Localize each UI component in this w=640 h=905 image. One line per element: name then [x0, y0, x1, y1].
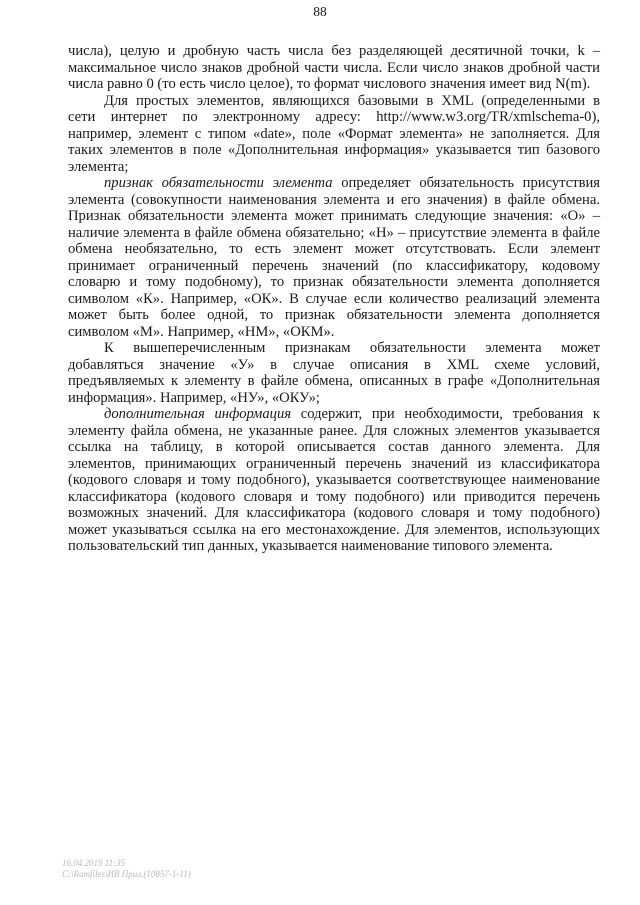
text-line-content: таких элементов в поле «Дополнительная информация» указывается тип базового	[68, 142, 600, 158]
text-line-content: информация». Например, «НУ», «ОКУ»;	[68, 389, 320, 406]
text-line	[68, 340, 600, 357]
text-line	[68, 472, 600, 489]
text-line	[68, 93, 600, 110]
text-line	[68, 456, 600, 473]
text-line-content: числа), целую и дробную часть числа без разделяющей десятичной точки, k –	[68, 43, 600, 59]
text-line-content: обмена необязательно, то есть элемент может отсутствовать. Если элемент	[68, 241, 600, 257]
text-line	[68, 126, 600, 143]
text-line-content: добавляться значение «У» в случае описания в XML схеме условий,	[68, 356, 600, 373]
text-line	[68, 60, 600, 77]
text-line-content: К вышеперечисленным признакам обязательности элемента может	[104, 340, 600, 356]
print-stamp-path: С:\Ramfiles\ИВ Прил.(10857-1-11)	[62, 869, 191, 879]
text-line	[68, 274, 600, 291]
text-line	[68, 175, 600, 192]
text-line	[68, 291, 600, 308]
text-line-content: элементу файла обмена, не указанные ранее. Для сложных элементов указывается	[68, 422, 600, 439]
text-line-content: пользовательский тип данных, указывается наименование типового элемента.	[68, 538, 553, 554]
text-line	[68, 43, 600, 60]
text-line	[68, 307, 600, 324]
text-line-content: символом «М». Например, «НМ», «ОКМ».	[68, 323, 335, 340]
term-italic: дополнительная информация	[104, 406, 292, 422]
text-line	[68, 390, 600, 407]
text-line	[68, 192, 600, 209]
text-line-content: наличие элемента в файле обмена обязательно; «Н» – присутствие элемента в файле	[68, 224, 600, 241]
text-line-content: классификатора (кодового словаря и тому подобного) или приводится перечень	[68, 488, 600, 505]
print-stamp-date: 16.04.2019 11:35	[62, 858, 126, 868]
text-line	[68, 439, 600, 456]
text-line-content: числа равно 0 (то есть число целое), то формат числового значения имеет вид N(m).	[68, 76, 591, 92]
text-line-content: содержит, при необходимости, требования к	[291, 406, 600, 422]
text-line-content: предъявляемых к элементу в файле обмена, описанных в графе «Дополнительная	[68, 373, 600, 389]
text-line	[68, 489, 600, 506]
text-line	[68, 423, 600, 440]
text-line-content: возможных значений. Для классификатора (кодового словаря и тому подобного)	[68, 505, 600, 521]
text-line-content: сети интернет по электронному адресу: http://www.w3.org/TR/xmlschema-0),	[68, 109, 600, 125]
body-text	[68, 43, 600, 555]
text-line	[68, 538, 600, 555]
text-line-content: словарю и тому подобному), то признак обязательности элемента дополняется	[68, 274, 600, 290]
text-line	[68, 142, 600, 159]
text-line-content: элемента (совокупности наименования элемента и его значения) в файле обмена.	[68, 191, 600, 208]
text-line-content: элементов, принимающих ограниченный перечень значений из классификатора	[68, 455, 600, 472]
text-line	[68, 225, 600, 242]
text-line	[68, 357, 600, 374]
text-line-content: принимает ограниченный перечень значений (по классификатору, кодовому	[68, 257, 600, 274]
text-line-content: элемента;	[68, 158, 129, 175]
text-line-content: может быть более одной, то признак обязательности элемента дополняется	[68, 307, 600, 323]
text-line	[68, 522, 600, 539]
text-line-content: Признак обязательности элемента может принимать следующие значения: «О» –	[68, 208, 600, 224]
text-line-content: Для простых элементов, являющихся базовыми в XML (определенными в	[104, 92, 600, 109]
text-line-content: например, элемент с типом «date», поле «Формат элемента» не заполняется. Для	[68, 125, 600, 142]
text-line-content: символом «К». Например, «ОК». В случае если количество реализаций элемента	[68, 290, 600, 307]
text-line	[68, 208, 600, 225]
text-line	[68, 505, 600, 522]
text-line-content: максимальное число знаков дробной части числа. Если число знаков дробной части	[68, 59, 600, 76]
text-line-content: ссылка на таблицу, в которой описывается состав данного элемента. Для	[68, 439, 600, 455]
text-line-content: (кодового словаря и тому подобного), указывается соответствующее наименование	[68, 472, 600, 488]
text-line	[68, 241, 600, 258]
text-line	[68, 109, 600, 126]
text-line	[68, 324, 600, 341]
text-line	[68, 406, 600, 423]
page-number: 88	[313, 4, 327, 19]
print-stamp	[62, 858, 191, 880]
text-line	[68, 258, 600, 275]
text-line-content: может указываться ссылка на его местонахождение. Для элементов, использующих	[68, 521, 600, 538]
text-line	[68, 373, 600, 390]
term-italic: признак обязательности элемента	[104, 175, 333, 191]
text-line	[68, 76, 600, 93]
text-line	[68, 159, 600, 176]
text-line-content: определяет обязательность присутствия	[332, 175, 600, 191]
